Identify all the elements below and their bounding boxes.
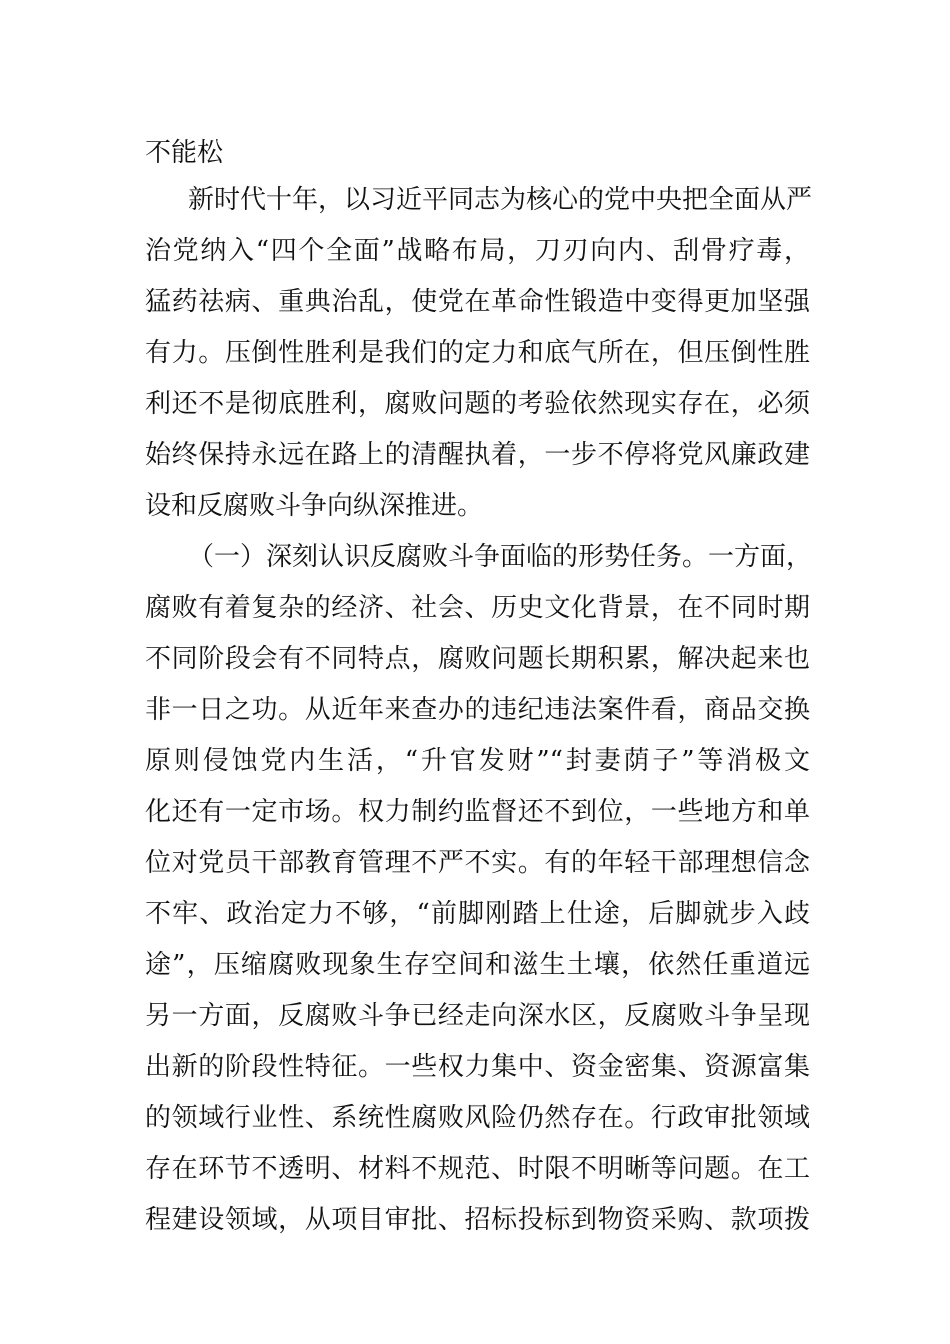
paragraph-line: 利还不是彻底胜利，腐败问题的考验依然现实存在，必须 bbox=[145, 389, 810, 419]
section-heading-line: （一）深刻认识反腐败斗争面临的形势任务。一方面， bbox=[188, 542, 813, 572]
paragraph-line: 不牢、政治定力不够，“前脚刚踏上仕途，后脚就步入歧 bbox=[145, 899, 810, 929]
paragraph-line: 途”，压缩腐败现象生存空间和滋生土壤，依然任重道远 bbox=[145, 950, 810, 980]
paragraph-line: 腐败有着复杂的经济、社会、历史文化背景，在不同时期 bbox=[145, 593, 810, 623]
paragraph-line: 出新的阶段性特征。一些权力集中、资金密集、资源富集 bbox=[145, 1052, 810, 1082]
paragraph-line: 存在环节不透明、材料不规范、时限不明晰等问题。在工 bbox=[145, 1154, 810, 1184]
paragraph-line: 非一日之功。从近年来查办的违纪违法案件看，商品交换 bbox=[145, 695, 810, 725]
paragraph-line: 原则侵蚀党内生活，“升官发财”“封妻荫子”等消极文 bbox=[145, 746, 810, 776]
paragraph-line: 治党纳入“四个全面”战略布局，刀刃向内、刮骨疗毒， bbox=[145, 236, 810, 266]
paragraph-line: 不同阶段会有不同特点，腐败问题长期积累，解决起来也 bbox=[145, 644, 810, 674]
paragraph-line: 设和反腐败斗争向纵深推进。 bbox=[145, 491, 484, 521]
paragraph-line: 猛药祛病、重典治乱，使党在革命性锻造中变得更加坚强 bbox=[145, 287, 810, 317]
paragraph-line: 有力。压倒性胜利是我们的定力和底气所在，但压倒性胜 bbox=[145, 338, 810, 368]
paragraph-line: 化还有一定市场。权力制约监督还不到位，一些地方和单 bbox=[145, 797, 810, 827]
paragraph-line: 另一方面，反腐败斗争已经走向深水区，反腐败斗争呈现 bbox=[145, 1001, 810, 1031]
paragraph-line: 位对党员干部教育管理不严不实。有的年轻干部理想信念 bbox=[145, 848, 810, 878]
paragraph-line: 程建设领域，从项目审批、招标投标到物资采购、款项拨 bbox=[145, 1205, 810, 1235]
paragraph-line: 的领域行业性、系统性腐败风险仍然存在。行政审批领域 bbox=[145, 1103, 810, 1133]
paragraph-line: 新时代十年，以习近平同志为核心的党中央把全面从严 bbox=[188, 185, 813, 215]
paragraph-line: 始终保持永远在路上的清醒执着，一步不停将党风廉政建 bbox=[145, 440, 810, 470]
heading-fragment: 不能松 bbox=[145, 138, 224, 168]
